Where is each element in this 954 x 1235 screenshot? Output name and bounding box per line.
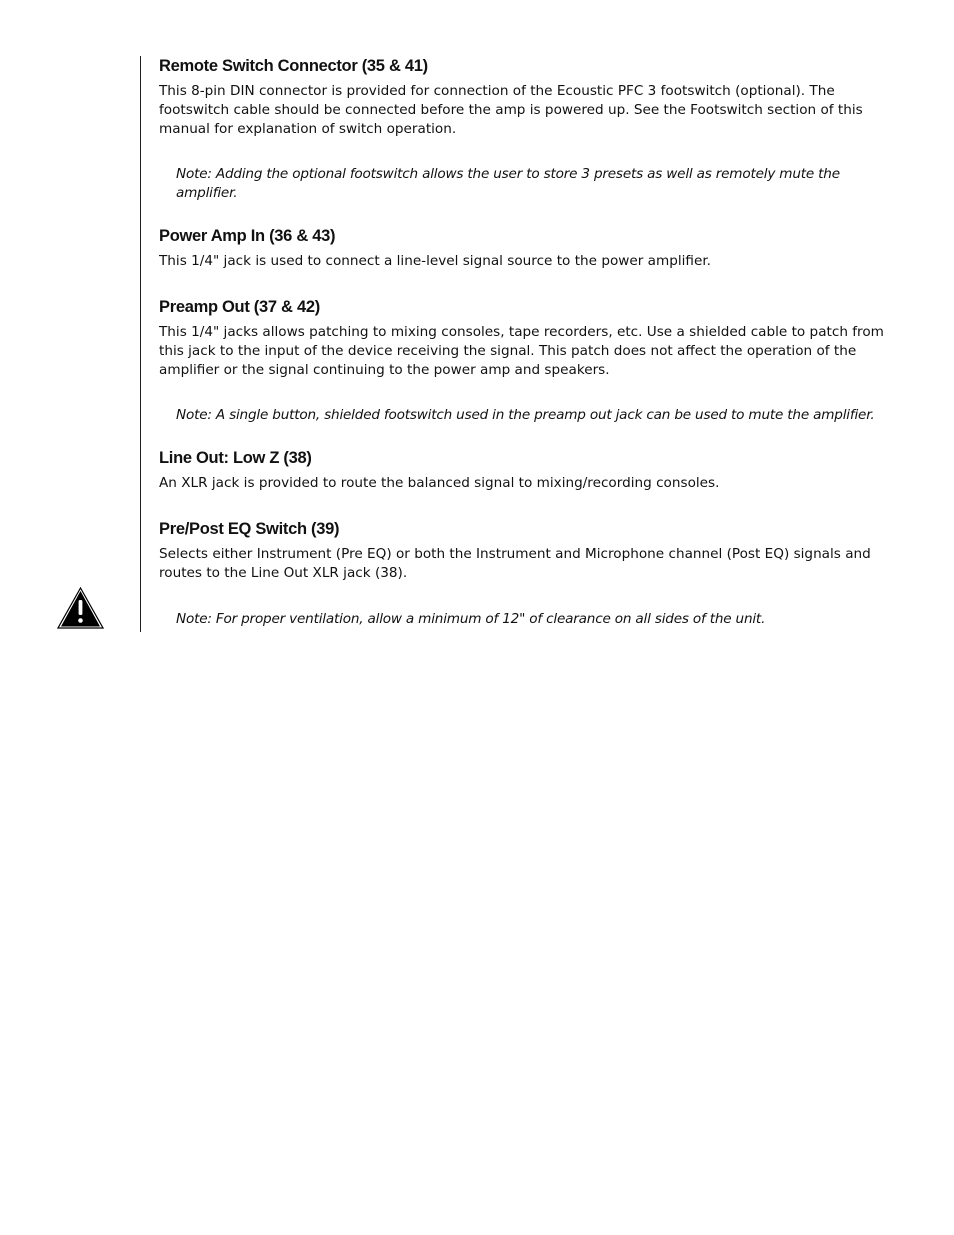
note-footswitch-presets — [159, 165, 904, 203]
section-preamp-out — [159, 297, 904, 380]
section-remote-switch — [159, 56, 904, 139]
note-ventilation — [159, 610, 904, 629]
section-heading: Line Out: Low Z (38) — [159, 449, 312, 467]
section-heading: Power Amp In (36 & 43) — [159, 227, 336, 245]
section-power-amp-in — [159, 226, 904, 271]
section-heading: Preamp Out (37 & 42) — [159, 298, 320, 316]
note-text: Note: Adding the optional footswitch allows the user to store 3 presets as well as remotely mute the amplifier. — [176, 166, 840, 201]
section-body: This 1/4" jacks allows patching to mixing consoles, tape recorders, etc. Use a shielded cable to patch from this jack to the input of the device receiving the signal. This patch does not affect the operation of the amplifier or the signal continuing to the power amp and speakers. — [159, 324, 884, 378]
manual-content — [159, 56, 904, 629]
section-pre-post-eq — [159, 519, 904, 583]
section-body: This 8-pin DIN connector is provided for connection of the Ecoustic PFC 3 footswitch (optional). The footswitch cable should be connected before the amp is powered up. See the Footswitch section of this manual for explanation of switch operation. — [159, 83, 863, 137]
section-heading: Remote Switch Connector (35 & 41) — [159, 57, 428, 75]
section-heading: Pre/Post EQ Switch (39) — [159, 520, 340, 538]
section-line-out — [159, 448, 904, 493]
section-body: This 1/4" jack is used to connect a line-level signal source to the power amplifier. — [159, 253, 711, 269]
section-body: Selects either Instrument (Pre EQ) or both the Instrument and Microphone channel (Post EQ) signals and routes to the Line Out XLR jack (38). — [159, 546, 871, 581]
vertical-rule — [140, 56, 141, 632]
note-mute-footswitch — [159, 406, 904, 425]
note-text: Note: For proper ventilation, allow a minimum of 12" of clearance on all sides of the unit. — [176, 611, 766, 627]
warning-triangle-icon — [57, 587, 104, 629]
section-body: An XLR jack is provided to route the balanced signal to mixing/recording consoles. — [159, 475, 720, 491]
note-text: Note: A single button, shielded footswitch used in the preamp out jack can be used to mute the amplifier. — [176, 407, 875, 423]
